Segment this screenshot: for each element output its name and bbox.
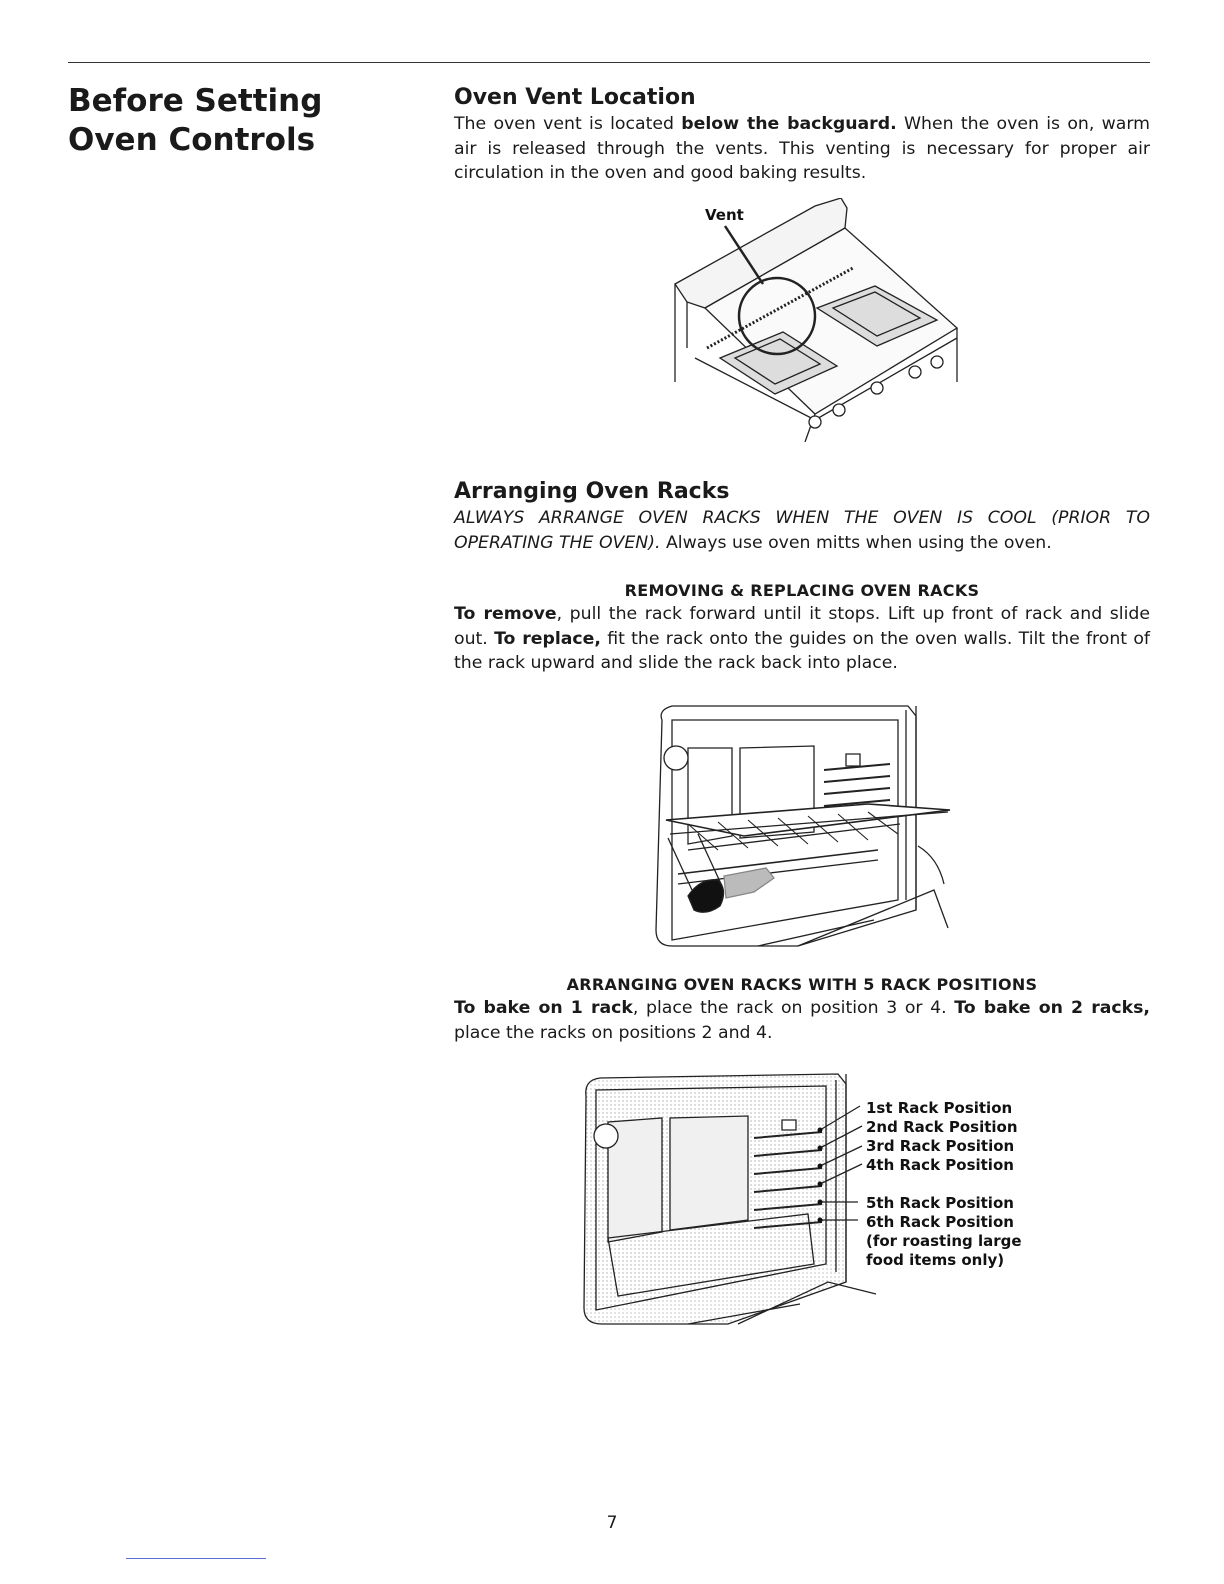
two-racks-text: place the racks on positions 2 and 4. (454, 1022, 773, 1043)
one-rack-text: , place the rack on position 3 or 4. (632, 998, 955, 1018)
rack-positions-figure (578, 1068, 1038, 1332)
vent-figure (665, 198, 965, 442)
rack-position-note-2: food items only) (866, 1251, 1005, 1269)
remove-text: , pull the rack forward until it stops. Lift up front of rack and slide out. (454, 604, 1150, 649)
replace-text: fit the rack onto the guides on the oven walls. Tilt the front of the rack upward and slide the rack back into place. (454, 628, 1150, 673)
rack-removal-figure (648, 700, 952, 956)
rack-position-note-1: (for roasting large (866, 1232, 1022, 1250)
racks-warning (454, 506, 1150, 555)
removing-section (454, 580, 1150, 676)
positions-paragraph (454, 996, 1150, 1045)
vent-section (454, 84, 1150, 186)
remove-bold: To remove (454, 604, 557, 624)
rack-position-label-3: 3rd Rack Position (866, 1137, 1015, 1155)
vent-text-1: The oven vent is located (454, 114, 682, 134)
rack-position-label-2: 2nd Rack Position (866, 1118, 1018, 1136)
bottom-underline (126, 1558, 266, 1559)
one-rack-bold: To bake on 1 rack (454, 998, 633, 1018)
vent-paragraph (454, 112, 1150, 186)
positions-subheading: ARRANGING OVEN RACKS WITH 5 RACK POSITIONS (566, 975, 1038, 994)
vent-text-2: When the oven is on, warm air is released through the vents. This venting is necessary for proper air circulation in the oven and good baking results. (454, 114, 1151, 183)
top-rule (68, 62, 1150, 63)
racks-heading: Arranging Oven Racks (454, 479, 730, 504)
two-racks-bold: To bake on 2 racks, (954, 998, 1150, 1018)
positions-section (454, 974, 1150, 1045)
removing-subheading: REMOVING & REPLACING OVEN RACKS (624, 581, 980, 600)
vent-heading: Oven Vent Location (454, 85, 696, 110)
vent-label: Vent (705, 206, 744, 224)
vent-text-bold: below the backguard. (681, 114, 897, 134)
page-number: 7 (606, 1513, 618, 1533)
rack-position-label-6: 6th Rack Position (866, 1213, 1014, 1231)
racks-warning-normal: Always use oven mitts when using the oven. (660, 532, 1052, 553)
rack-position-label-1: 1st Rack Position (866, 1099, 1013, 1117)
rack-position-label-5: 5th Rack Position (866, 1194, 1014, 1212)
removing-paragraph (454, 602, 1150, 676)
racks-section (454, 478, 1150, 555)
replace-bold: To replace, (494, 628, 601, 649)
rack-position-label-4: 4th Rack Position (866, 1156, 1014, 1174)
page-title: Before Setting Oven Controls (68, 83, 323, 158)
racks-warning-italic: ALWAYS ARRANGE OVEN RACKS WHEN THE OVEN IS COOL (PRIOR TO OPERATING THE OVEN). (454, 508, 1150, 553)
